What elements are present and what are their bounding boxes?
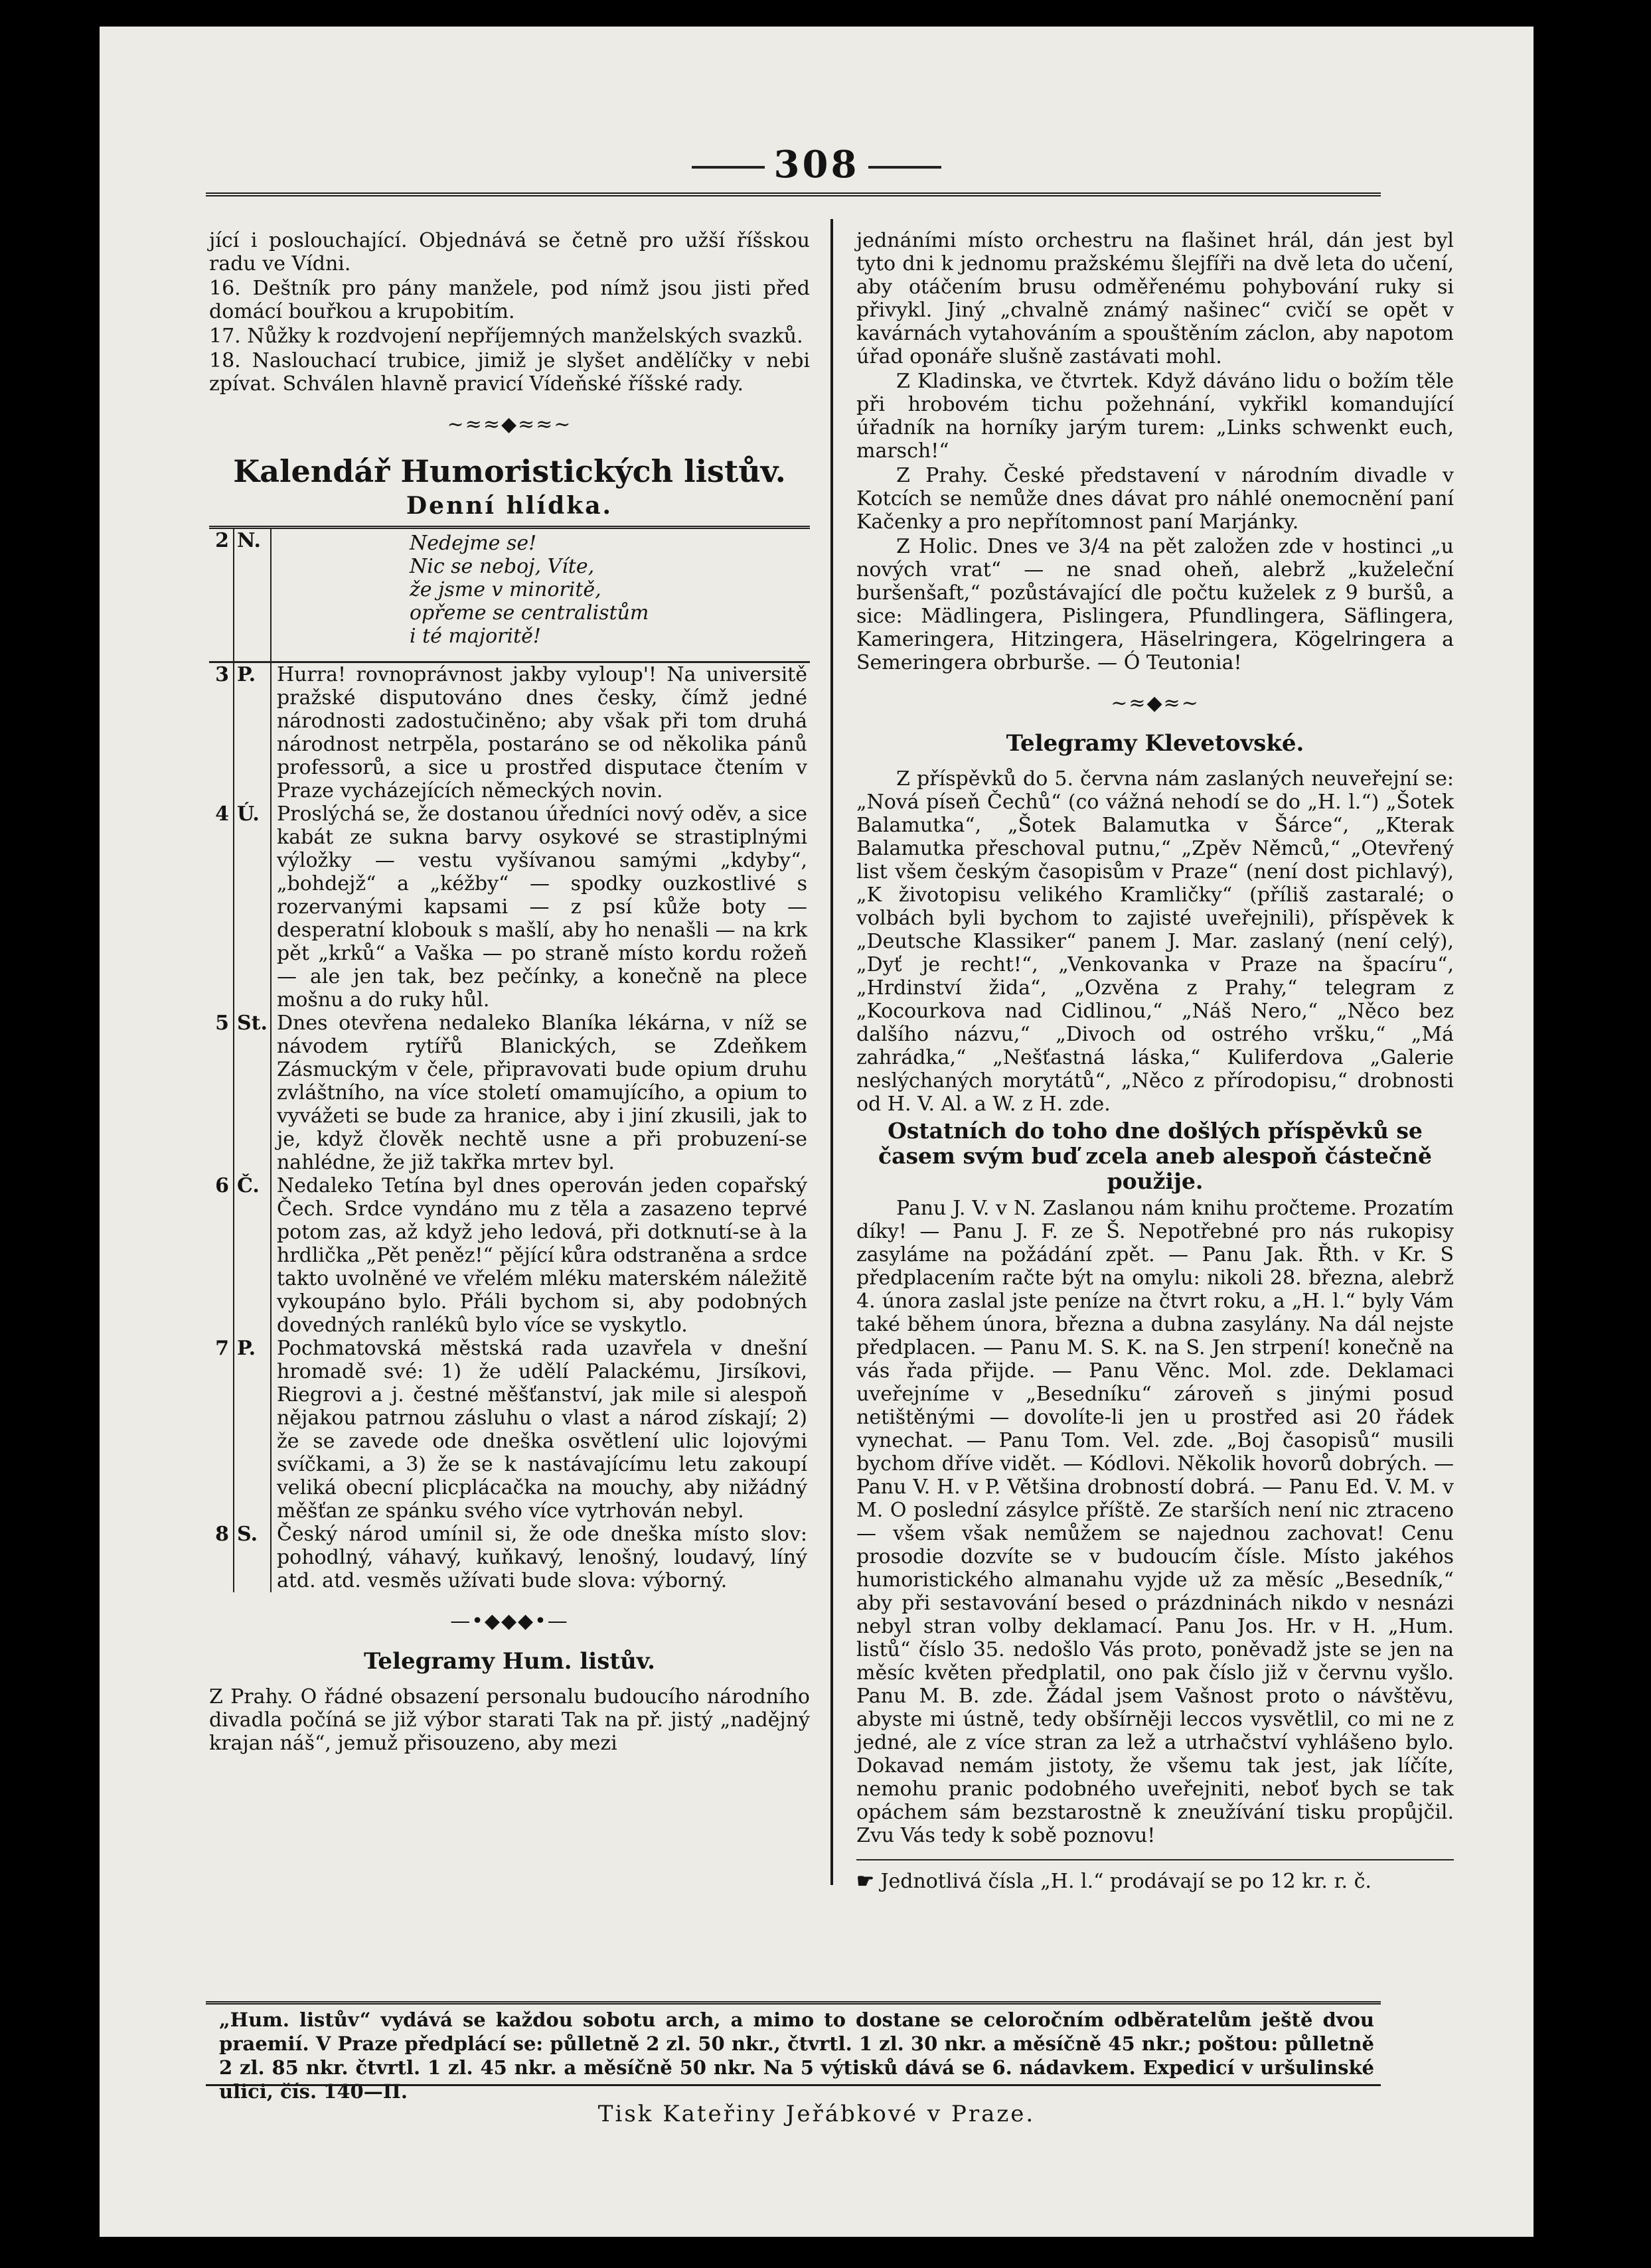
calendar-entry — [209, 1337, 810, 1523]
kleveta-replies: Panu J. V. v N. Zaslanou nám knihu pročteme. Prozatím díky! — Panu J. F. ze Š. Nepotřebné pro nás rukopisy zasyláme na požádání zpět. — Panu Jak. Řth. v Kr. S předplacením račte být na omylu: nikoli 28. března, alebrž 4. února zaslal jste peníze na čtvrt roku, a „H. l.“ byly Vám také během února, března a dubna zasylány. Na dál nejste předplacen. — Panu M. S. K. na S. Jen strpení! konečně na vás řada přijde. — Panu Věnc. Mol. zde. Deklamaci uveřejníme v „Besedníku“ zároveň s jinými posud netištěnými — dovolíte-li jen u prostřed asi 20 řádek vynechat. — Panu Tom. Vel. zde. „Boj časopisů“ musili bychom dříve vidět. — Kódlovi. Několik hovorů dobrých. — Panu V. H. v P. Většina drobností dobrá. — Panu Ed. V. M. v M. O poslední zásylce příště. Ze starších není nic ztraceno — všem však nemůžem se najednou zachovat! Cenu prosodie dozvíte se v budoucím čísle. Místo jakéhos humoristického almanahu vyjde už za měsíc „Besedník,“ aby při sestavování besed o prázdninách nikdo v nesnázi nebyl stran volby deklamací. Panu Jos. Hr. v H. „Hum. listů“ číslo 35. nedošlo Vás proto, poněvadž jste se jen na měsíc květen předplatil, ono pak číslo již v červnu vyšlo. Panu M. B. zde. Žádal jsem Vašnost proto o návštěvu, abyste mi ústně, tedy obšírněji leccos vysvětlil, co mi ne z jedné, ale z více stran za lež a utrhačství vyhlášeno bylo. Dokavad nemám jistoty, že všemu tak jest, jak líčíte, nemohu pranic podobného uveřejniti, neboť bych se tak opáchem sám bezstarostně k zneužívání tisku propůjčil. Zvu Vás tedy k sobě poznovu! — [856, 1197, 1454, 1847]
poem-line: Nic se neboj, Víte, — [409, 555, 595, 578]
entry-text: Pochmatovská městská rada uzavřela v dnešní hromadě své: 1) že udělí Palackému, Jirsíkovi, Riegrovi a j. čestné měšťanství, jak mile si alespoň nějakou patrnou zásluhu o vlast a národ získají; 2) že se zavede ode dneška osvětlení ulic lojovými svíčkami, a 3) že se k nastávajícímu letu zakoupí veliká obecní plicplácačka na mouchy, aby nižádný měšťan ze spánku svého více vytrhován nebyl. — [276, 1337, 807, 1523]
price-notice-text: Jednotlivá čísla „H. l.“ prodávají se po 12 kr. r. č. — [880, 1870, 1372, 1893]
day-number: 2 — [209, 528, 234, 662]
entry-text: Český národ umínil si, že ode dneška místo slov: pohodlný, váhavý, kuňkavý, lenošný, loudavý, líný atd. atd. vesměs užívati bude slova: výborný. — [276, 1523, 807, 1592]
kleveta-highlight: Ostatních do toho dne došlých příspěvků se časem svým buď zcela aneb alespoň částečně použije. — [878, 1118, 1433, 1194]
intro-line: 16. Deštník pro pány manžele, pod nímž jsou jisti před domácí bouřkou a krupobitím. — [209, 277, 810, 323]
right-column — [856, 229, 1454, 1894]
calendar-header-row — [209, 528, 810, 662]
day-number: 7 — [209, 1337, 234, 1523]
article-paragraph: jednáními místo orchestru na flašinet hrál, dán jest byl tyto dni k jednomu pražskému šlejfíři na dvě leta do učení, aby otáčením brusu odměřenému pohybování ruky si přivykl. Jiný „chvalně známý našinec“ cvičí se opět v kavárnách vytahováním a spouštěním záclon, aby napotom úřad oponáře slušně zastávati mohl. — [856, 229, 1454, 368]
ornament-divider: ~≈≈◆≈≈~ — [447, 413, 572, 436]
calendar-title: Kalendář Humoristických listův. — [233, 453, 786, 489]
hum-telegrams-text: Z Prahy. O řádné obsazení personalu budoucího národního divadla počíná se již výbor starati Tak na př. jistý „nadějný krajan náš“, jemuž přisouzeno, aby mezi — [209, 1685, 810, 1755]
weekday: S. — [234, 1523, 271, 1592]
article-paragraph: Z Kladinska, ve čtvrtek. Když dáváno lidu o božím těle při hrobovém tichu požehnání, vykřikl komandující úřadník na horníky jarým turem: „Links schwenkt euch, marsch!“ — [856, 370, 1454, 463]
price-notice — [856, 1859, 1454, 1893]
weekday: N. — [234, 528, 271, 662]
hum-telegrams-title: Telegramy Hum. listův. — [364, 1648, 655, 1675]
footer-rule — [206, 2084, 1381, 2086]
calendar-entry — [209, 662, 810, 803]
calendar-subtitle: Denní hlídka. — [406, 492, 613, 520]
calendar-entry — [209, 1523, 810, 1592]
kleveta-title: Telegramy Klevetovské. — [1006, 730, 1304, 757]
poem-line: i té majoritě! — [409, 625, 541, 648]
entry-text: Dnes otevřena nedaleko Blaníka lékárna, v níž se návodem rytířů Blanických, se Zdeňkem Zásmuckým v čele, připravovati bude opium druhu zvláštního, na více století omamujícího, a opium to vyvážeti se bude za hranice, aby i jiní zkusili, jak to je, když člověk nechtě usne a při probuzení-se nahlédne, že již takřka mrtev byl. — [276, 1012, 807, 1174]
poem-line: Nedejme se! — [409, 532, 537, 555]
kleveta-intro: Z příspěvků do 5. června nám zaslaných neuveřejní se: „Nová píseň Čechů“ (co vážná nehodí se do „H. l.“) „Šotek Balamutka“, „Šotek Balamutka v Šárce“, „Kterak Balamutka přeschoval putnu,“ „Zpěv Němců,“ „Otevřený list všem českým časopisům v Praze“ (není dost pichlavý), „K životopisu velikého Kramličky“ (příliš zastaralé; o volbách byli bychom to zajisté uveřejnili), příspěvek k „Deutsche Klassiker“ panem J. Mar. zaslaný (není celý), „Dyť je recht!“, „Venkovanka v Praze na špacíru“, „Hrdinství žida“, „Ozvěna z Prahy,“ telegram z „Kocourkova nad Cidlinou,“ „Náš Nero,“ „Něco bez dalšího názvu,“ „Divoch od ostrého vršku,“ „Má zahrádka,“ „Nešťastná láska,“ Kuliferdova „Galerie neslýchaných morytátů“, „Něco z přírodopisu,“ drobnosti od H. V. Al. a W. z H. zde. — [856, 767, 1454, 1116]
weekday: St. — [234, 1012, 271, 1174]
subscription-info: „Hum. listův“ vydává se každou sobotu arch, a mimo to dostane se celoročním odběratelům ještě dvou praemií. V Praze předplácí se: půlletně 2 zl. 50 nkr., čtvrtl. 1 zl. 30 nkr. a měsíčně 45 nkr.; poštou: půlletně 2 zl. 85 nkr. čtvrtl. 1 zl. 45 nkr. a měsíčně 50 nkr. Na 5 výtisků dává se 6. nádavkem. Expedicí v uršulinské ulici, čís. 140—II. — [219, 2008, 1374, 2103]
weekday: Č. — [234, 1174, 271, 1337]
poem-line: opřeme se centralistům — [409, 601, 649, 625]
entry-text: Proslýchá se, že dostanou úředníci nový oděv, a sice kabát ze sukna barvy osykové se strastiplnými výložky — vestu vyšívanou samými „kdyby“, „bohdejž“ a „kéžby“ — spodky ouzkostlivé s rozervanými kapsami — z psí kůže boty — desperatní klobouk s mašlí, aby ho nenašli — na krk pět „krků“ a Vaška — po straně místo kordu rožeň — ale jen tak, bez pečínky, a konečně na plece mošnu a do ruky hůl. — [276, 802, 807, 1012]
day-number: 8 — [209, 1523, 234, 1592]
intro-line: 17. Nůžky k rozdvojení nepříjemných manželských svazků. — [209, 325, 803, 348]
weekday: P. — [234, 1337, 271, 1523]
poem-line: že jsme v minoritě, — [409, 578, 601, 601]
article-paragraph: Z Holic. Dnes ve 3/4 na pět založen zde v hostinci „u nových vrat“ — ne snad oheň, alebrž „kuželeční buršenšaft,“ pozůstávající dle počtu kuželek z 9 buršů, a sice: Mädlingera, Pislingera, Pfundlingera, Säflingera, Kameringera, Hitzingera, Häselringera, Kögelringera a Semeringera obrburše. — Ó Teutonia! — [856, 535, 1454, 674]
calendar-entry — [209, 1012, 810, 1174]
day-number: 6 — [209, 1174, 234, 1337]
weekday: Ú. — [234, 802, 271, 1012]
weekday: P. — [234, 662, 271, 803]
ornament-divider: —•◆◆◆•— — [450, 1610, 569, 1633]
entry-text: Nedaleko Tetína byl dnes operován jeden copařský Čech. Srdce vyndáno mu z těla a zasazeno teprvé potom zas, až když jeho ledová, při dotknutí-se à la hrdlička „Pět peněz!“ pějící kůra odstraněna a srdce takto uvolněné ve vřelém mléku materském náležitě vykoupáno bylo. Přáli bychom si, aby podobných dovedných ranlékû bylo více se vyskytlo. — [276, 1174, 807, 1337]
page-number: 308 — [100, 143, 1533, 187]
intro-line: jící i poslouchající. Objednává se četně pro užší říšskou radu ve Vídni. — [209, 229, 810, 275]
calendar-table — [209, 526, 810, 1592]
column-divider — [830, 219, 833, 1885]
printer-imprint: Tisk Kateřiny Jeřábkové v Praze. — [597, 2101, 1036, 2127]
bottom-rule — [206, 2001, 1381, 2007]
entry-text: Hurra! rovnoprávnost jakby vyloup'! Na universitě pražské disputováno dnes česky, čímž jedné národnosti zadostučiněno; aby však při tom druhá národnost netrpěla, postaráno se od několika pánů professorů, a sice u prostřed disputace čtením v Praze vycházejících německých novin. — [276, 663, 807, 802]
poem — [271, 528, 810, 662]
pointing-hand-icon: ☛ — [856, 1870, 874, 1893]
article-paragraph: Z Prahy. České představení v národním divadle v Kotcích se nemůže dnes dávat pro náhlé onemocnění paní Kačenky a pro nepřítomnost paní Marjánky. — [856, 464, 1454, 534]
ornament-divider: ~≈◆≈~ — [1111, 692, 1200, 715]
newspaper-page — [100, 27, 1533, 2237]
day-number: 3 — [209, 662, 234, 803]
calendar-entry — [209, 1174, 810, 1337]
left-column — [209, 229, 810, 1756]
day-number: 5 — [209, 1012, 234, 1174]
top-rule — [206, 192, 1381, 199]
day-number: 4 — [209, 802, 234, 1012]
calendar-entry — [209, 802, 810, 1012]
intro-line: 18. Naslouchací trubice, jimiž je slyšet andělíčky v nebi zpívat. Schválen hlavně pravicí Vídeňské říšské rady. — [209, 349, 810, 396]
